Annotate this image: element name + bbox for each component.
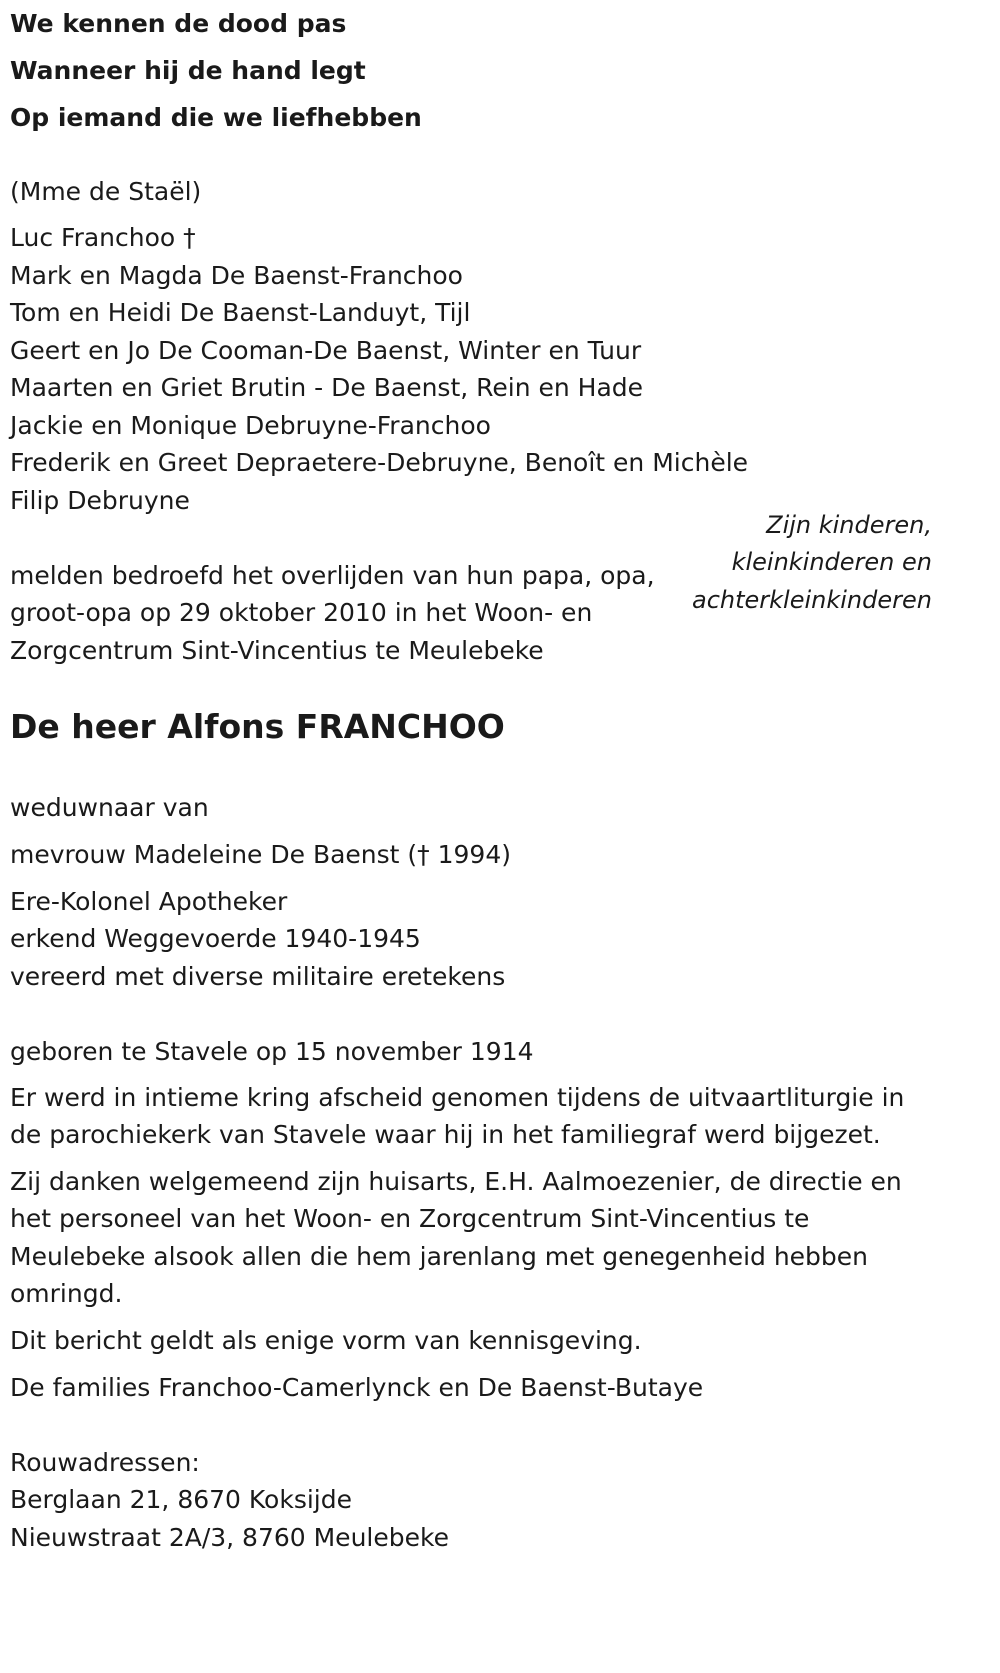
announcement-line: melden bedroefd het overlijden van hun papa, opa,: [10, 561, 655, 590]
addresses-label: Rouwadressen:: [10, 1448, 200, 1477]
relation-note-line: Zijn kinderen,: [766, 511, 932, 539]
family-member: Jackie en Monique Debruyne-Franchoo: [10, 411, 491, 440]
family-member: Luc Franchoo †: [10, 223, 196, 252]
thanks-line: omringd.: [10, 1279, 123, 1308]
family-member: Geert en Jo De Cooman-De Baenst, Winter en Tuur: [10, 336, 642, 365]
family-member: Filip Debruyne: [10, 486, 190, 515]
families-line: De families Franchoo-Camerlynck en De Baenst-Butaye: [10, 1373, 704, 1402]
deceased-name: De heer Alfons FRANCHOO: [10, 707, 505, 746]
family-member: Frederik en Greet Depraetere-Debruyne, Benoît en Michèle: [10, 448, 749, 477]
address-line: Berglaan 21, 8670 Koksijde: [10, 1485, 352, 1514]
quote-line-2: Wanneer hij de hand legt: [10, 56, 366, 85]
farewell-line: de parochiekerk van Stavele waar hij in het familiegraf werd bijgezet.: [10, 1120, 881, 1149]
spouse-name: mevrouw Madeleine De Baenst († 1994): [10, 840, 512, 869]
relation-note-line: kleinkinderen en: [731, 548, 932, 576]
thanks-line: het personeel van het Woon- en Zorgcentrum Sint-Vincentius te: [10, 1204, 810, 1233]
quote-line-3: Op iemand die we liefhebben: [10, 103, 422, 132]
family-member: Maarten en Griet Brutin - De Baenst, Rein en Hade: [10, 373, 644, 402]
notice-line: Dit bericht geldt als enige vorm van kennisgeving.: [10, 1326, 642, 1355]
announcement-line: groot-opa op 29 oktober 2010 in het Woon- en: [10, 598, 593, 627]
farewell-line: Er werd in intieme kring afscheid genomen tijdens de uitvaartliturgie in: [10, 1083, 905, 1112]
title-line: vereerd met diverse militaire eretekens: [10, 962, 506, 991]
family-member: Mark en Magda De Baenst-Franchoo: [10, 261, 463, 290]
thanks-line: Zij danken welgemeend zijn huisarts, E.H. Aalmoezenier, de directie en: [10, 1167, 902, 1196]
quote-line-1: We kennen de dood pas: [10, 9, 347, 38]
quote-author: (Mme de Staël): [10, 177, 202, 206]
title-line: Ere-Kolonel Apotheker: [10, 887, 288, 916]
family-member: Tom en Heidi De Baenst-Landuyt, Tijl: [10, 298, 471, 327]
birth-line: geboren te Stavele op 15 november 1914: [10, 1037, 534, 1066]
relation-note-line: achterkleinkinderen: [692, 586, 932, 614]
widower-label: weduwnaar van: [10, 793, 209, 822]
announcement-line: Zorgcentrum Sint-Vincentius te Meulebeke: [10, 636, 544, 665]
address-line: Nieuwstraat 2A/3, 8760 Meulebeke: [10, 1523, 449, 1552]
title-line: erkend Weggevoerde 1940-1945: [10, 924, 421, 953]
thanks-line: Meulebeke alsook allen die hem jarenlang met genegenheid hebben: [10, 1242, 869, 1271]
